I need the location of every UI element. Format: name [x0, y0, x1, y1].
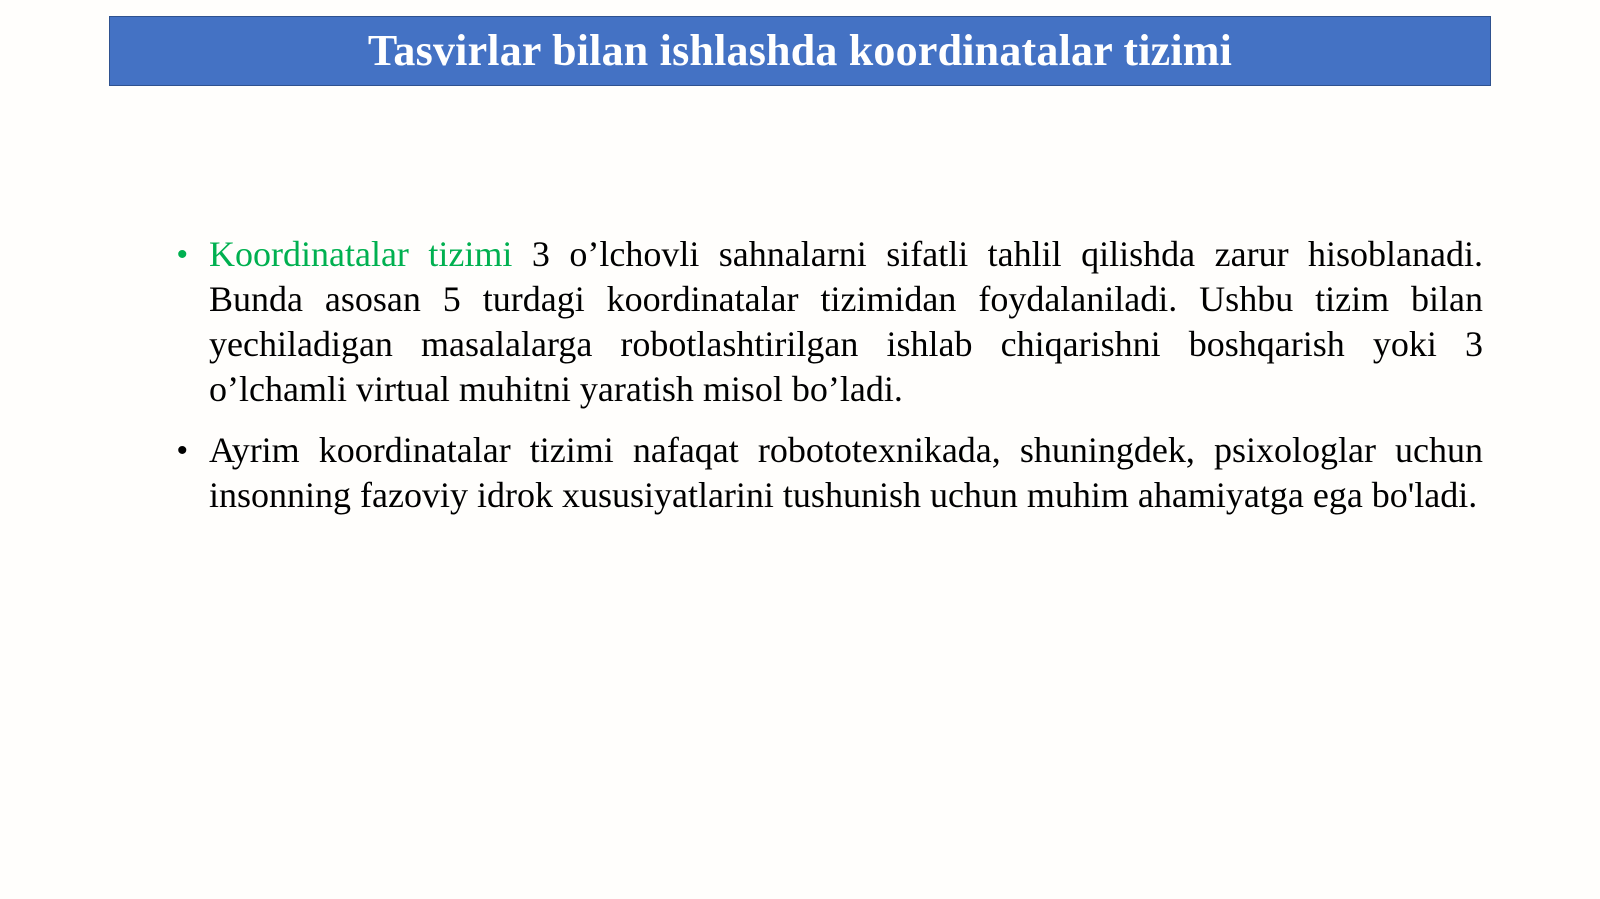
- bullet-list: [175, 232, 1483, 518]
- slide-content: [175, 232, 1483, 534]
- bullet-item: [175, 428, 1483, 518]
- bullet-item: [175, 232, 1483, 412]
- slide-title: Tasvirlar bilan ishlashda koordinatalar tizimi: [367, 26, 1233, 75]
- bullet-text: Ayrim koordinatalar tizimi nafaqat robototexnikada, shuningdek, psixologlar uchun insonning fazoviy idrok xususiyatlarini tushunish uchun muhim ahamiyatga ega bo'ladi.: [209, 430, 1483, 515]
- highlight-term: Koordinatalar tizimi: [209, 234, 513, 274]
- bullet-text: 3 o’lchovli sahnalarni sifatli tahlil qilishda zarur hisoblanadi. Bunda asosan 5 turdagi koordinatalar tizimidan foydalaniladi. Ushbu tizim bilan yechiladigan masalalarga robotlashtirilgan ishlab chiqarishni boshqarish yoki 3 o’lchamli virtual muhitni yaratish misol bo’ladi.: [209, 234, 1484, 409]
- title-bar: [109, 16, 1491, 86]
- bullet-dot-icon: •: [177, 434, 188, 467]
- bullet-dot-icon: •: [177, 238, 188, 271]
